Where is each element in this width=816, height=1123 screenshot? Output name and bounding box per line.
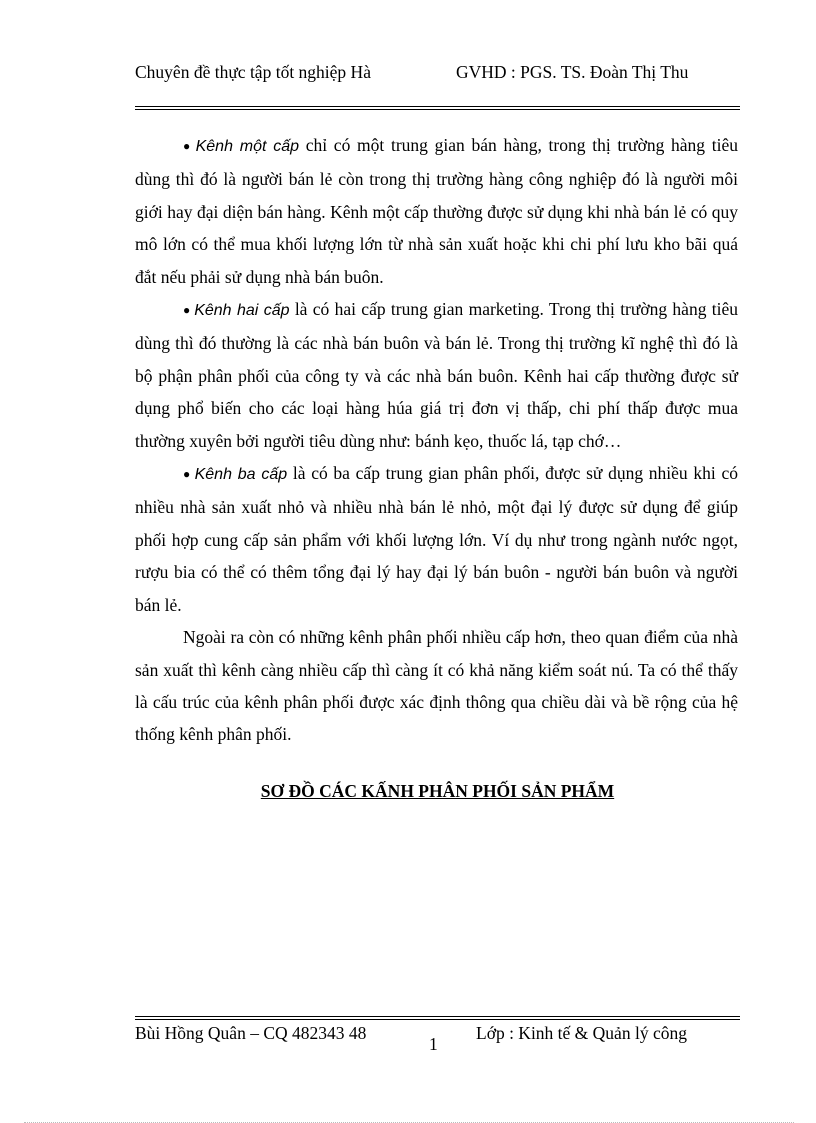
body-text xyxy=(135,129,738,751)
term-three-level: Kênh ba cấp xyxy=(194,466,288,484)
paragraph-two-level-channel xyxy=(135,293,738,457)
header-rule-bottom xyxy=(135,109,740,110)
paragraph-one-level-channel xyxy=(135,129,738,293)
footer-rule-bottom xyxy=(135,1019,740,1020)
footer-author: Bùi Hồng Quân – CQ 482343 48 xyxy=(135,1023,367,1043)
page-number: 1 xyxy=(429,1034,438,1054)
paragraph-closing: Ngoài ra còn có những kênh phân phối nhiều cấp hơn, theo quan điểm của nhà sản xuất thì kênh càng nhiều cấp thì càng ít có khả năng kiểm soát nú. Ta có thể thấy là cấu trúc của kênh phân phối được xác định thông qua chiều dài và bề rộng của hệ thống kênh phân phối. xyxy=(135,627,738,745)
bullet-icon: ● xyxy=(183,139,193,153)
footer-rule-top xyxy=(135,1016,740,1017)
bullet-icon: ● xyxy=(183,303,192,318)
footer-class: Lớp : Kinh tế & Quản lý công xyxy=(476,1023,687,1043)
term-one-level: Kênh một cấp xyxy=(195,138,299,155)
paragraph-text: là có ba cấp trung gian phân phối, được sử dụng nhiều khi có nhiều nhà sản xuất nhỏ và nhiều nhà bán lẻ nhỏ, một đại lý được sử dụng để giúp phối hợp cung cấp sản phẩm với khối lượng lớn. Ví dụ như trong ngành nước ngọt, rượu bia có thể có thêm tổng đại lý hay đại lý bán buôn - người bán buôn và người bán lẻ. xyxy=(135,463,738,615)
diagram-title: SƠ ĐỒ CÁC KẤNH PHÂN PHỐI SẢN PHẨM xyxy=(260,781,615,801)
header-advisor: GVHD : PGS. TS. Đoàn Thị Thu xyxy=(456,62,689,82)
paragraph-text: là có hai cấp trung gian marketing. Trong thị trường hàng tiêu dùng thì đó thường là các nhà bán buôn và bán lẻ. Trong thị trường kĩ nghệ thì đó là bộ phận phân phối của công ty và các nhà bán buôn. Kênh hai cấp thường được sử dụng phổ biến cho các loại hàng húa giá trị đơn vị thấp, chi phí thấp được mua thường xuyên bởi người tiêu dùng như: bánh kẹo, thuốc lá, tạp chớ… xyxy=(135,299,739,451)
header-rule-top xyxy=(135,106,740,107)
paragraph-text: chỉ có một trung gian bán hàng, trong thị trường hàng tiêu dùng thì đó là người bán lẻ còn trong thị trường hàng công nghiệp đó là người môi giới hay đại diện bán hàng. Kênh một cấp thường được sử dụng khi nhà bán lẻ có quy mô lớn có thể mua khối lượng lớn từ nhà sản xuất hoặc khi chi phí lưu kho bãi quá đắt nếu phải sử dụng nhà bán buôn. xyxy=(135,135,739,287)
bullet-icon: ● xyxy=(183,467,192,482)
term-two-level: Kênh hai cấp xyxy=(194,302,290,320)
header-document-title: Chuyên đề thực tập tốt nghiệp Hà xyxy=(135,62,371,82)
paragraph-three-level-channel xyxy=(135,457,738,621)
